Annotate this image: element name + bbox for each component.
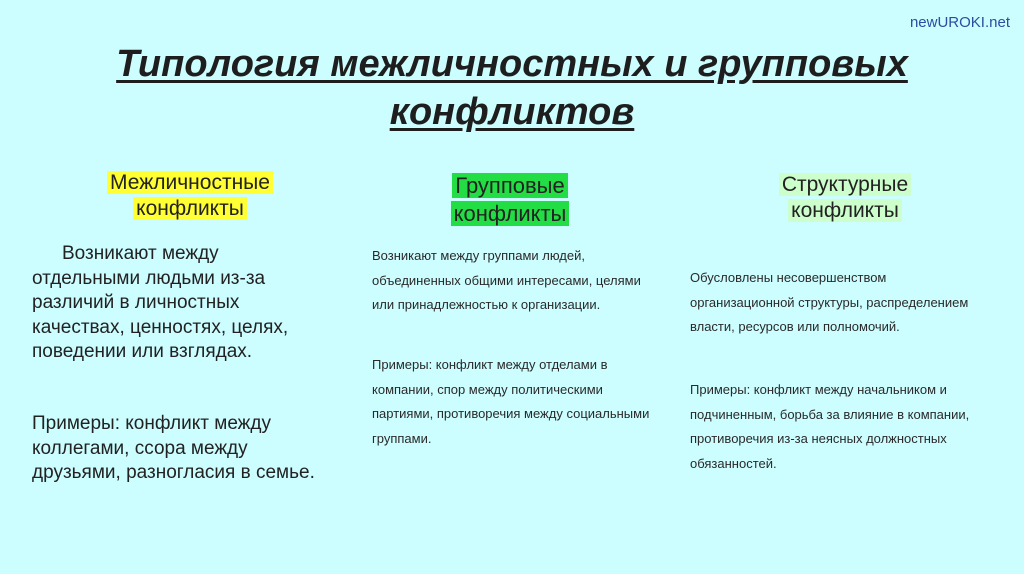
heading-structural-text: Структурные конфликты: [779, 173, 911, 222]
heading-structural: [740, 172, 950, 224]
heading-interpersonal-text: Межличностные конфликты: [107, 171, 273, 220]
interpersonal-description: Возникают между отдельными людьми из-за различий в личностных качествах, ценностях, целях, поведении или взглядах.: [32, 243, 289, 362]
page-title: Типология межличностных и групповых конфликтов: [116, 43, 908, 133]
heading-group: [410, 172, 610, 228]
structural-description: Обусловлены несовершенством организационной структуры, распределением власти, ресурсов или полномочий.: [690, 270, 969, 334]
structural-examples: Примеры: конфликт между начальником и подчиненным, борьба за влияние в компании, противоречия из-за неясных должностных обязанностей.: [690, 382, 970, 471]
group-examples: Примеры: конфликт между отделами в компании, спор между политическими партиями, противоречия между социальными группами.: [372, 357, 650, 446]
site-link[interactable]: newUROKI.net: [909, 14, 1010, 31]
heading-interpersonal: [70, 170, 310, 222]
group-description: Возникают между группами людей, объединенных общими интересами, целями или принадлежностью к организации.: [372, 248, 641, 312]
interpersonal-examples: Примеры: конфликт между коллегами, ссора между друзьями, разногласия в семье.: [32, 413, 315, 483]
heading-group-text: Групповые конфликты: [451, 173, 570, 226]
